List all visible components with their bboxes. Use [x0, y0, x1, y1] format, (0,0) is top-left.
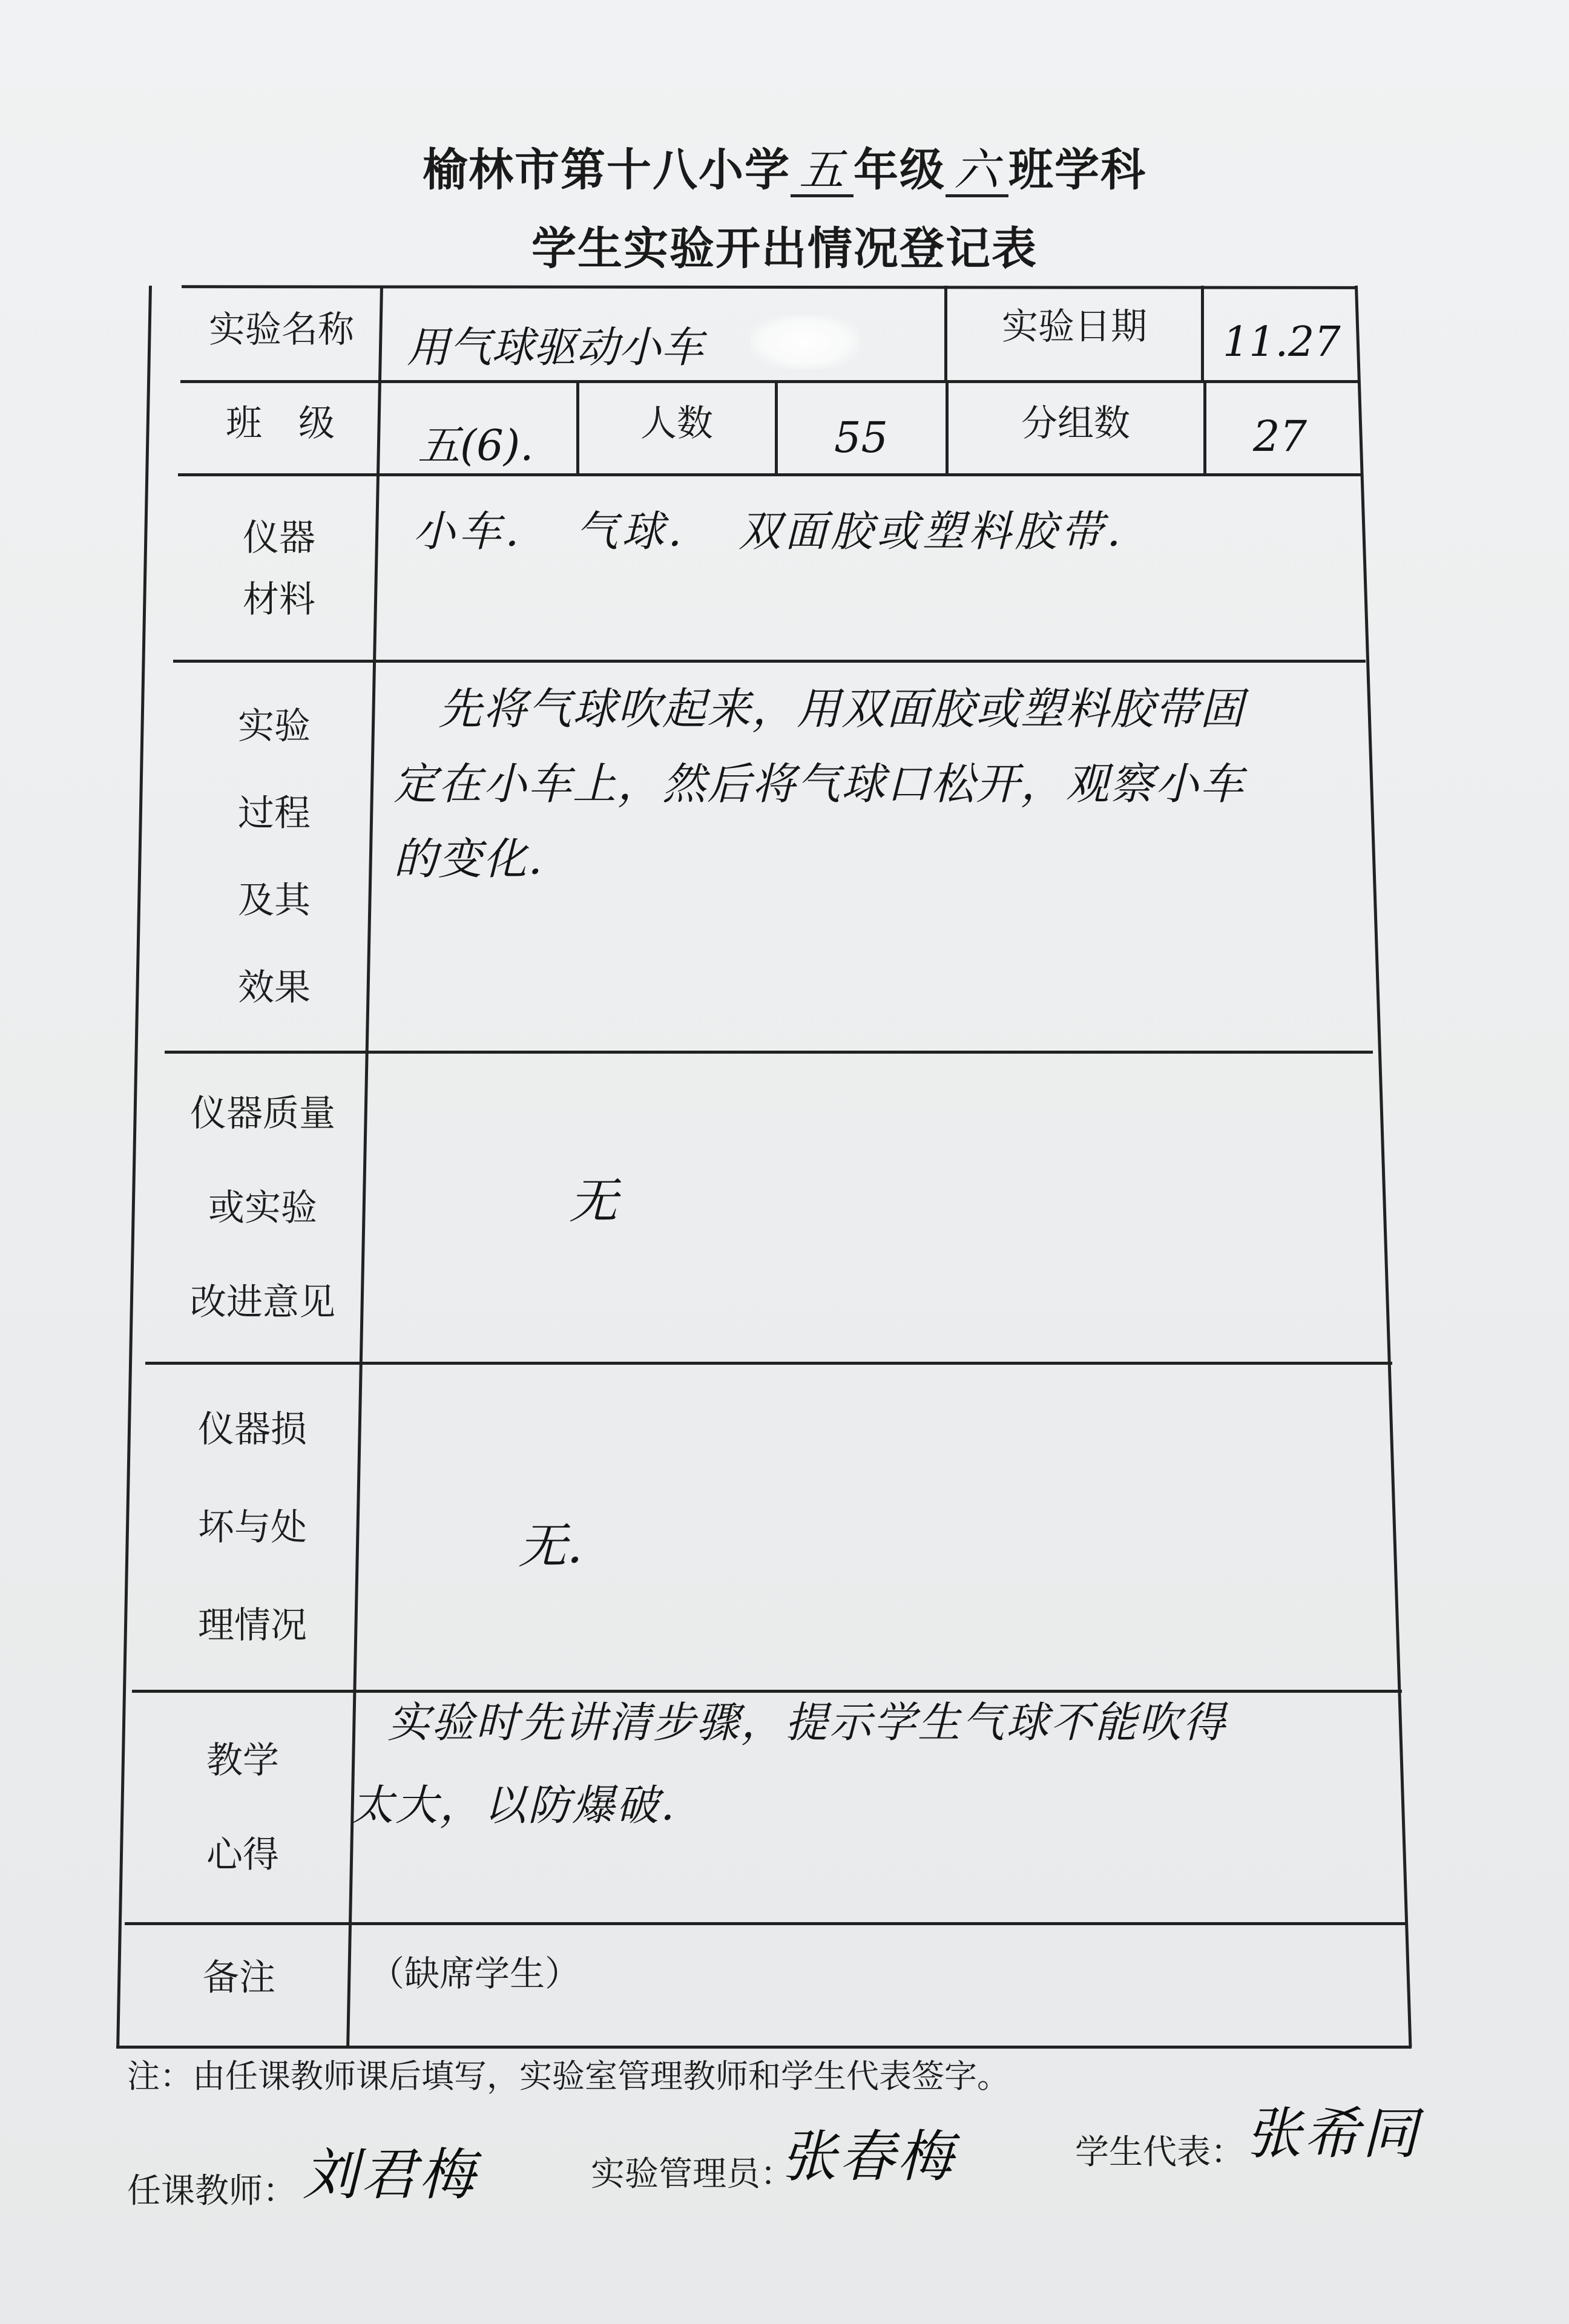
damage-label-line: 理情况 — [198, 1604, 307, 1647]
table-line — [173, 660, 1366, 663]
teaching-label-line: 教学 — [206, 1739, 279, 1782]
teaching-label — [131, 1693, 355, 1922]
quality-value: 无 — [569, 1173, 617, 1229]
process-label-line: 过程 — [238, 792, 311, 835]
materials-label-line: 仪器 — [243, 517, 315, 559]
group-count-label: 分组数 — [1021, 402, 1130, 445]
process-label-line: 实验 — [238, 705, 311, 747]
table-line — [125, 1922, 1408, 1925]
table-line — [180, 380, 1358, 383]
damage-value: 无． — [518, 1518, 615, 1574]
grade-blank — [791, 144, 854, 197]
experiment-date-label: 实验日期 — [1002, 306, 1147, 348]
teaching-label-line: 心得 — [206, 1834, 279, 1876]
process-label-line: 及其 — [238, 879, 311, 922]
student-rep-signature: 张希同 — [1246, 2101, 1421, 2166]
table-line — [182, 285, 1357, 289]
class-blank — [946, 144, 1008, 197]
people-count-value: 55 — [834, 413, 889, 462]
materials-value: 小车． 气球． 双面胶或塑料胶带． — [413, 507, 1153, 556]
process-text-line: 定在小车上，然后将气球口松开，观察小车 — [393, 758, 1245, 809]
teaching-text-line: 实验时先讲清步骤，提示学生气球不能吹得 — [387, 1698, 1227, 1747]
teacher-signature: 刘君梅 — [303, 2142, 478, 2207]
grade-suffix: 年级 — [854, 144, 946, 196]
lab-admin-label: 实验管理员： — [591, 2155, 794, 2194]
people-count-label: 人数 — [640, 402, 713, 445]
table-line — [165, 1051, 1373, 1054]
teacher-label: 任课教师： — [127, 2171, 297, 2211]
table-line — [1203, 381, 1206, 476]
quality-label-line: 仪器质量 — [190, 1092, 335, 1135]
table-line — [116, 2046, 1412, 2049]
class-number-value: 五(6). — [418, 421, 534, 470]
grade-value: 五 — [799, 144, 845, 196]
student-rep-label: 学生代表： — [1075, 2133, 1245, 2172]
table-line — [944, 286, 947, 381]
quality-label — [153, 1054, 373, 1362]
school-name: 榆林市第十八小学 — [423, 144, 791, 196]
table-line — [1201, 286, 1204, 381]
lab-admin-signature: 张春梅 — [781, 2124, 956, 2189]
quality-label-line: 改进意见 — [190, 1281, 335, 1324]
materials-label-line: 材料 — [243, 579, 315, 621]
smudge-mark — [751, 315, 860, 369]
table-line — [145, 1362, 1392, 1365]
form-subtitle: 学生实验开出情况登记表 — [531, 223, 1038, 275]
footer-note: 注：由任课教师课后填写，实验室管理教师和学生代表签字。 — [127, 2057, 1010, 2095]
quality-label-line: 或实验 — [208, 1187, 317, 1229]
teaching-value — [351, 1681, 1227, 1846]
table-line — [1355, 286, 1412, 2047]
process-text-line: 先将气球吹起来，用双面胶或塑料胶带固 — [393, 683, 1245, 734]
process-label-line: 效果 — [238, 967, 311, 1009]
class-suffix: 班学科 — [1008, 144, 1146, 196]
process-text-line: 的变化． — [393, 833, 573, 884]
teaching-text-line: 太大，以防爆破． — [351, 1780, 705, 1830]
form-title-line-1 — [0, 134, 1569, 199]
process-value — [393, 672, 1245, 896]
damage-label-line: 坏与处 — [198, 1506, 307, 1549]
table-line — [178, 473, 1361, 476]
class-label: 班 级 — [226, 402, 335, 445]
experiment-name-label: 实验名称 — [209, 309, 354, 351]
materials-label — [176, 478, 383, 660]
process-label — [168, 663, 380, 1051]
damage-label-line: 仪器损 — [198, 1408, 307, 1451]
experiment-name-value: 用气球驱动小车 — [407, 323, 703, 372]
damage-label — [140, 1365, 364, 1690]
remark-label: 备注 — [203, 1957, 275, 1999]
remark-value: （缺席学生） — [369, 1953, 581, 1994]
class-value: 六 — [954, 144, 1000, 196]
experiment-date-value: 11.27 — [1223, 318, 1341, 366]
group-count-value: 27 — [1253, 412, 1308, 461]
